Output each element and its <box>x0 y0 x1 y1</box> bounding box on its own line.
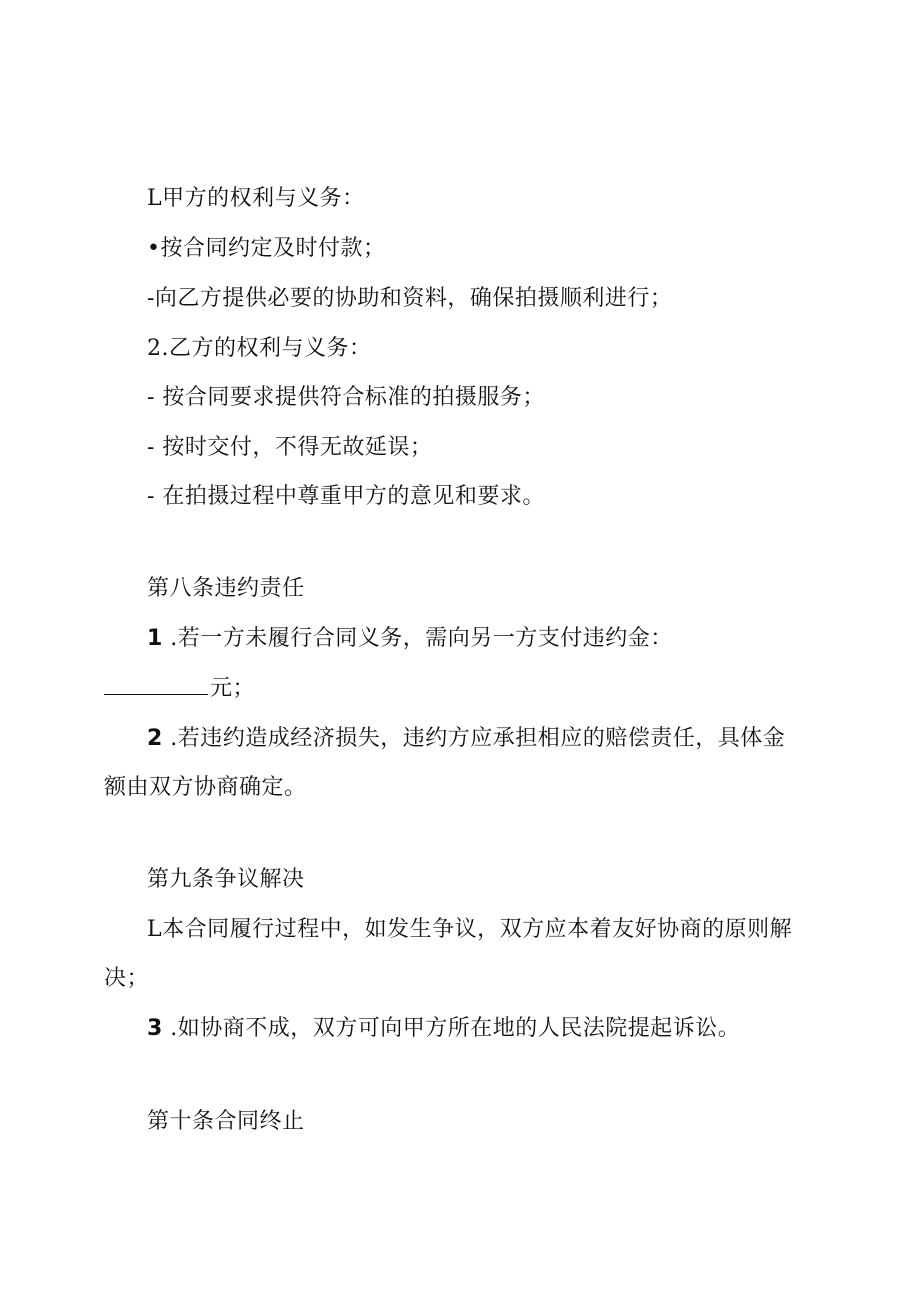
section-8-clause-1 <box>147 624 673 654</box>
penalty-amount-blank <box>104 674 208 695</box>
party-a-heading: L甲方的权利与义务： <box>147 186 365 211</box>
party-b-heading: 2.乙方的权利与义务： <box>147 336 372 361</box>
section-9-clause-1: L本合同履行过程中，如发生争议，双方应本着友好协商的原则解 <box>147 917 793 942</box>
party-a-bullet-2: -向乙方提供必要的协助和资料，确保拍摄顺利进行； <box>147 286 673 311</box>
penalty-amount-unit: 元； <box>210 676 256 701</box>
party-b-bullet-1: - 按合同要求提供符合标准的拍摄服务； <box>147 385 545 410</box>
party-b-bullet-3: - 在拍摄过程中尊重甲方的意见和要求。 <box>147 484 545 509</box>
clause-number: 2 <box>147 726 163 751</box>
section-9-clause-1-cont: 决； <box>104 966 150 991</box>
section-9-title: 第九条争议解决 <box>147 867 305 892</box>
section-8-title: 第八条违约责任 <box>147 576 305 601</box>
penalty-amount-line <box>104 674 255 704</box>
party-b-bullet-2: - 按时交付，不得无故延误； <box>147 435 433 460</box>
clause-text: .若一方未履行合同义务，需向另一方支付违约金： <box>162 626 673 651</box>
clause-number: 1 <box>147 626 163 651</box>
section-8-clause-2-cont: 额由双方协商确定。 <box>104 775 307 800</box>
clause-text: .若违约造成经济损失，违约方应承担相应的赔偿责任，具体金 <box>162 726 786 751</box>
clause-text: .如协商不成，双方可向甲方所在地的人民法院提起诉讼。 <box>162 1016 741 1041</box>
section-8-clause-2 <box>147 724 785 754</box>
section-9-clause-3 <box>147 1014 740 1044</box>
section-10-title: 第十条合同终止 <box>147 1109 305 1134</box>
party-a-bullet-1: •按合同约定及时付款； <box>147 236 386 261</box>
clause-number: 3 <box>147 1016 163 1041</box>
